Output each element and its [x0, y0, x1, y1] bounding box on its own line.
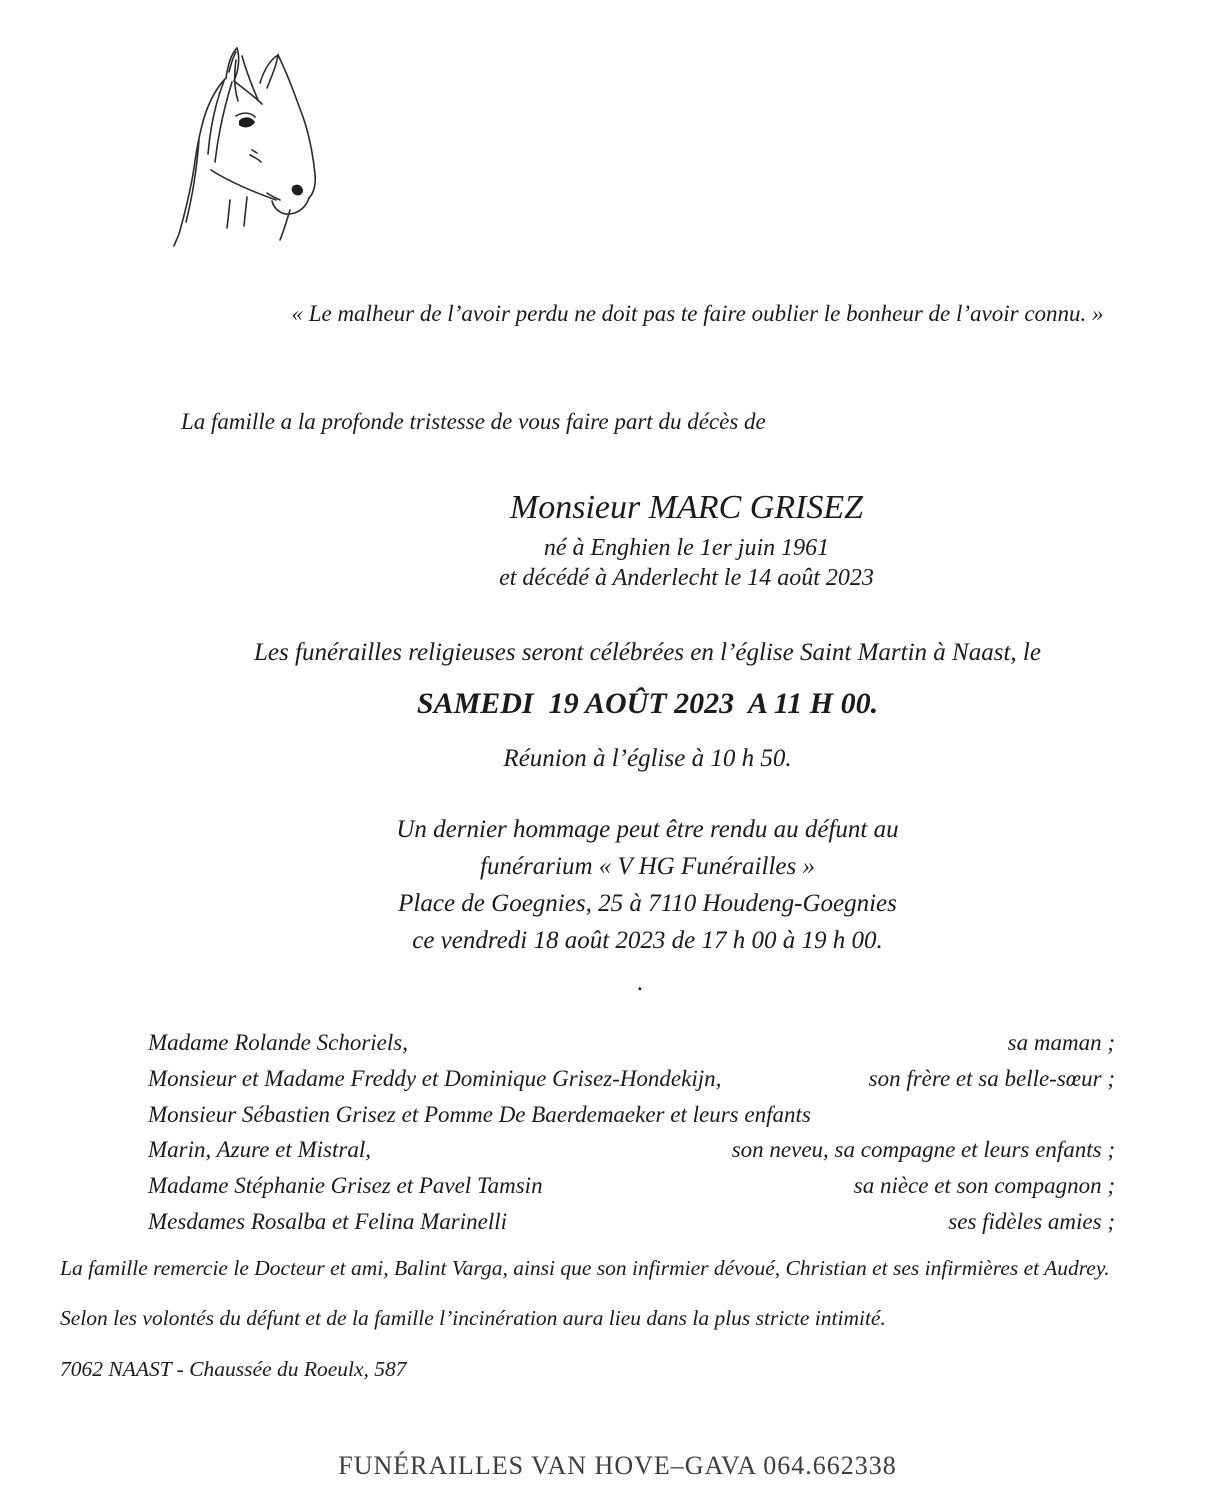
family-member-relation: son neveu, sa compagne et leurs enfants ; [731, 1137, 1115, 1163]
family-row [148, 1168, 1115, 1204]
memorial-quote: « Le malheur de l’avoir perdu ne doit pas te faire oublier le bonheur de l’avoir connu. » [291, 301, 1104, 326]
family-member-relation: son frère et sa belle-sœur ; [868, 1065, 1115, 1091]
tribute-line-1: Un dernier hommage peut être rendu au défunt au [396, 816, 899, 843]
family-list [148, 1025, 1115, 1240]
family-member-name: Madame Stéphanie Grisez et Pavel Tamsin [148, 1173, 543, 1199]
announcement-intro: La famille a la profonde tristesse de vous faire part du décès de [181, 409, 766, 434]
tribute-line-4: ce vendredi 18 août 2023 de 17 h 00 à 19 h 00. [412, 927, 883, 954]
privacy-paragraph: Selon les volontés du défunt et de la famille l’incinération aura lieu dans la plus stricte intimité. [60, 1306, 886, 1330]
family-row [148, 1097, 1115, 1133]
family-member-name: Monsieur et Madame Freddy et Dominique Grisez-Hondekijn, [148, 1065, 722, 1091]
family-member-relation: sa nièce et son compagnon ; [853, 1173, 1115, 1199]
birth-line: né à Enghien le 1er juin 1961 [543, 535, 830, 561]
tribute-line-2: funérarium « V HG Funérailles » [480, 853, 815, 880]
family-member-name: Madame Rolande Schoriels, [148, 1030, 408, 1055]
ceremony-announcement: Les funérailles religieuses seront célébrées en l’église Saint Martin à Naast, le [254, 639, 1041, 666]
family-member-name: Marin, Azure et Mistral, [148, 1137, 371, 1163]
ceremony-datetime: SAMEDI 19 AOÛT 2023 A 11 H 00. [416, 687, 879, 720]
family-row [148, 1025, 1115, 1061]
deceased-name: Monsieur MARC GRISEZ [509, 489, 864, 526]
address-line: 7062 NAAST - Chaussée du Roeulx, 587 [60, 1357, 407, 1381]
horse-head-drawing [166, 44, 326, 249]
tribute-line-3: Place de Goegnies, 25 à 7110 Houdeng-Goegnies [398, 890, 897, 917]
ceremony-meeting: Réunion à l’église à 10 h 50. [503, 745, 792, 772]
family-member-relation: sa maman ; [1007, 1030, 1115, 1055]
family-row [148, 1204, 1115, 1240]
acknowledgement-paragraph: La famille remercie le Docteur et ami, Balint Varga, ainsi que son infirmier dévoué, Christian et ses infirmières et Audrey. [60, 1256, 1110, 1280]
family-member-name: Mesdames Rosalba et Felina Marinelli [148, 1208, 507, 1234]
family-row [148, 1132, 1115, 1168]
family-row [148, 1061, 1115, 1097]
tribute-dot: . [637, 969, 644, 996]
family-member-name: Monsieur Sébastien Grisez et Pomme De Baerdemaeker et leurs enfants [148, 1101, 811, 1127]
funeral-home-footer: FUNÉRAILLES VAN HOVE–GAVA 064.662338 [338, 1451, 897, 1480]
death-line: et décédé à Anderlecht le 14 août 2023 [499, 565, 874, 591]
family-member-relation: ses fidèles amies ; [948, 1208, 1115, 1234]
